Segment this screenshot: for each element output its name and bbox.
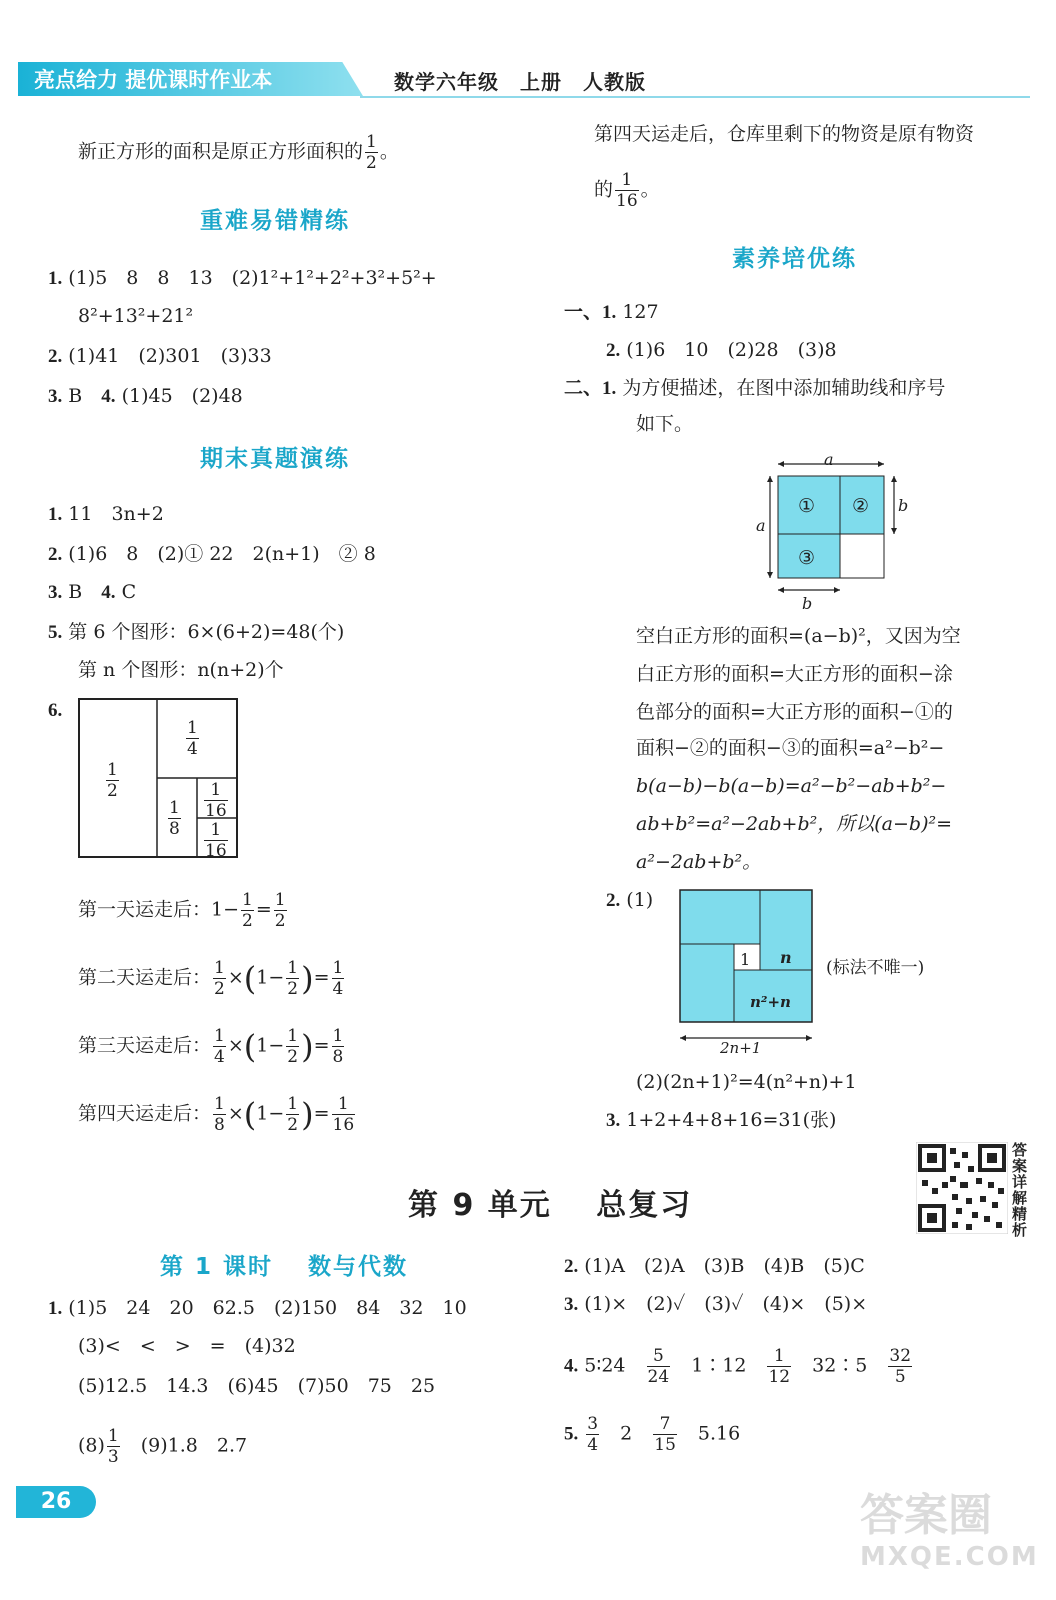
answer-line: 1. 11 3n+2 (48, 503, 164, 525)
answer-line: 5. 第 6 个图形：6×(6+2)=48(个) (48, 621, 345, 643)
intro-line: 新正方形的面积是原正方形面积的 $\frac{1}{2}$ 。 (78, 132, 399, 173)
section-title-exam: 期末真题演练 (200, 446, 350, 472)
section-title-enhance: 素养培优练 (732, 246, 857, 272)
intro-text: 新正方形的面积是原正方形面积的 (78, 140, 364, 163)
header-title: 亮点给力 提优课时作业本 (34, 68, 273, 92)
answer-line: 3. B 4. (1)45 (2)48 (48, 385, 243, 407)
fig-label-a: a (756, 516, 766, 535)
lesson-title: 第 1 课时 数与代数 (160, 1254, 409, 1280)
fig2-label-one: 1 (740, 950, 751, 969)
answer-line: 3. 1+2+4+8+16=31(张) (606, 1109, 837, 1131)
day4-equation: 第四天运走后： $\frac{1}{8}$ ×(1− $\frac{1}{2}$ )= $\frac{1}{16}$ (78, 1094, 355, 1135)
fig-label-quarter: $\frac{1}{4}$ (187, 718, 198, 759)
answer-line: 第 n 个图形：n(n+2)个 (78, 659, 284, 681)
unit-title: 第 9 单元 总复习 (408, 1188, 693, 1223)
fig2-label-2n1: 2n+1 (720, 1039, 762, 1057)
watermark-logo: 答案圈 MXQE.COM (860, 1490, 1039, 1572)
answer-line: (3)< < > = (4)32 (78, 1335, 296, 1357)
square-difference-figure (750, 448, 920, 618)
square-identity-figure (678, 888, 818, 1058)
fig-label-eighth: $\frac{1}{8}$ (169, 798, 180, 839)
answer-line: 如下。 (636, 413, 694, 435)
day1-equation: 第一天运走后：1− $\frac{1}{2}$ = $\frac{1}{2}$ (78, 890, 286, 931)
answer-line: 6. (48, 700, 63, 721)
answer-line: (8) $\frac{1}{3}$ (9)1.8 2.7 (78, 1426, 248, 1467)
header-subtitle: 数学六年级 上册 人教版 (394, 70, 646, 94)
answer-line: 1. (1)5 24 20 62.5 (2)150 84 32 10 (48, 1297, 467, 1319)
continuation-line: 的 $\frac{1}{16}$ 。 (594, 170, 660, 211)
continuation-line: 第四天运走后，仓库里剩下的物资是原有物资 (594, 123, 975, 145)
answer-line: 8²+13²+21² (78, 305, 194, 327)
fig-label-sixteenth: $\frac{1}{16}$ (205, 820, 227, 861)
answer-line: 二、1. 为方便描述，在图中添加辅助线和序号 (564, 377, 946, 399)
fig-label-b: b (898, 496, 909, 515)
fig-label-1: ① (798, 495, 816, 517)
qr-label: 答案详解精析 (1012, 1141, 1028, 1239)
fig2-note: (标法不唯一) (826, 958, 925, 978)
proof-line: 空白正方形的面积=(a−b)²，又因为空 (636, 625, 961, 647)
proof-line: 白正方形的面积=大正方形的面积−涂 (636, 663, 953, 685)
proof-line: a²−2ab+b²。 (636, 851, 762, 873)
day3-equation: 第三天运走后： $\frac{1}{4}$ ×(1− $\frac{1}{2}$ )= $\frac{1}{8}$ (78, 1026, 344, 1067)
answer-line: (2)(2n+1)²=4(n²+n)+1 (636, 1071, 857, 1093)
fig-label-b: b (802, 594, 813, 613)
answer-line: 1. (1)5 8 8 13 (2)1²+1²+2²+3²+5²+ (48, 267, 437, 289)
answer-line: 3. (1)× (2)✓ (3)✓ (4)× (5)× (564, 1293, 868, 1315)
fig-label-half: $\frac{1}{2}$ (107, 760, 118, 801)
section-title-practice: 重难易错精练 (200, 208, 350, 234)
proof-line: b(a−b)−b(a−b)=a²−b²−ab+b²− (636, 775, 947, 797)
fig-label-a: a (824, 450, 834, 469)
proof-line: ab+b²=a²−2ab+b²，所以(a−b)²= (636, 813, 953, 835)
answer-line: 3. B 4. C (48, 581, 137, 603)
page-number: 26 (16, 1486, 96, 1518)
proof-line: 色部分的面积=大正方形的面积−①的 (636, 701, 953, 723)
header-rule (360, 96, 1030, 98)
qr-code-icon[interactable] (916, 1142, 1008, 1234)
answer-line: 2. (1)6 10 (2)28 (3)8 (606, 339, 837, 361)
answer-line: 一、1. 127 (564, 301, 659, 323)
answer-line: 2. (1)41 (2)301 (3)33 (48, 345, 272, 367)
fig-label-3: ③ (798, 547, 816, 569)
answer-line: 2. (1)6 8 (2)① 22 2(n+1) ② 8 (48, 543, 376, 565)
proof-line: 面积−②的面积−③的面积=a²−b²− (636, 737, 945, 759)
answer-line: (5)12.5 14.3 (6)45 (7)50 75 25 (78, 1375, 436, 1397)
fraction: $\frac{1}{2}$ (366, 132, 377, 173)
fig2-label-n: n (780, 948, 792, 967)
fig-label-sixteenth: $\frac{1}{16}$ (205, 780, 227, 821)
answer-line: 5. $\frac{3}{4}$ 2 $\frac{7}{15}$ 5.16 (564, 1414, 741, 1455)
fig-label-2: ② (852, 495, 870, 517)
fig2-label-n2n: n²+n (750, 993, 791, 1011)
answer-line: 2. (1)A (2)A (3)B (4)B (5)C (564, 1255, 865, 1277)
answer-line: 2. (1) (606, 889, 654, 911)
answer-line: 4. 5∶24 $\frac{5}{24}$ 1∶12 $\frac{1}{12}$ 32∶5 $\frac{32}{5}$ (564, 1346, 912, 1387)
day2-equation: 第二天运走后： $\frac{1}{2}$ ×(1− $\frac{1}{2}$ )= $\frac{1}{4}$ (78, 958, 344, 999)
